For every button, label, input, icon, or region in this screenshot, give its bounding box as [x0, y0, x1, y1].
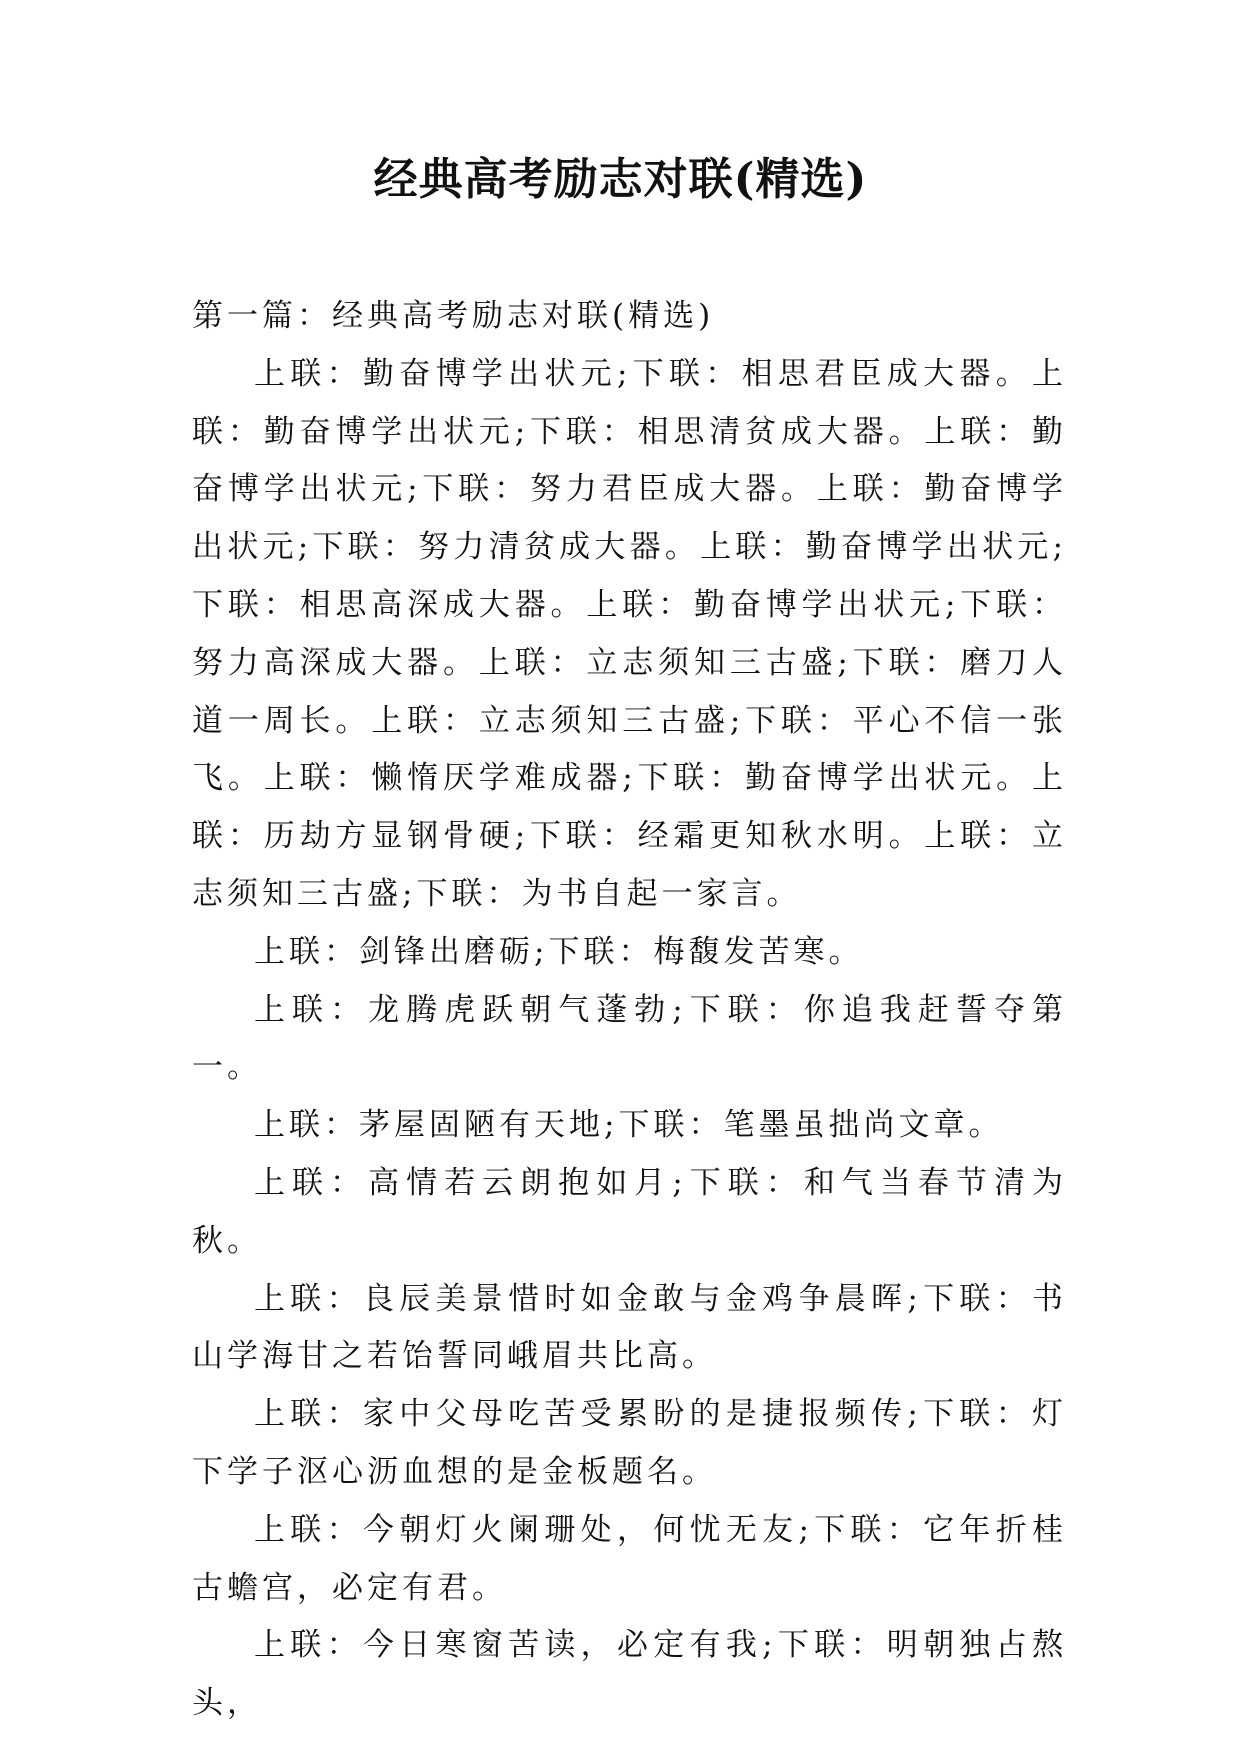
- paragraph: 上联：今朝灯火阑珊处，何忧无友;下联：它年折桂古蟾宫，必定有君。: [192, 1511, 1067, 1606]
- paragraph: 上联：剑锋出磨砺;下联：梅馥发苦寒。: [254, 933, 864, 970]
- paragraph: 上联：勤奋博学出状元;下联：相思君臣成大器。上联：勤奋博学出状元;下联：相思清贫成大器。上联：勤奋博学出状元;下联：努力君臣成大器。上联：勤奋博学出状元;下联：努力清贫成大器。上联：勤奋博学出状元;下联：相思高深成大器。上联：勤奋博学出状元;下联：努力高深成大器。上联：立志须知三古盛;下联：磨刀人道一周长。上联：立志须知三古盛;下联：平心不信一张飞。上联：懒惰厌学难成器;下联：勤奋博学出状元。上联：历劫方显钢骨硬;下联：经霜更知秋水明。上联：立志须知三古盛;下联：为书自起一家言。: [192, 355, 1067, 912]
- paragraph: 上联：家中父母吃苦受累盼的是捷报频传;下联：灯下学子沤心沥血想的是金板题名。: [192, 1396, 1067, 1490]
- section-heading: 第一篇：经典高考励志对联(精选): [192, 298, 715, 334]
- paragraph: 上联：高情若云朗抱如月;下联：和气当春节清为秋。: [192, 1164, 1067, 1259]
- document-body: [192, 288, 1067, 1733]
- document-title: 经典高考励志对联(精选): [373, 154, 868, 205]
- paragraph: 上联：良辰美景惜时如金敢与金鸡争晨晖;下联：书山学海甘之若饴誓同峨眉共比高。: [192, 1280, 1067, 1375]
- paragraph: 上联：茅屋固陋有天地;下联：笔墨虽拙尚文章。: [254, 1107, 1004, 1144]
- paragraph: 上联：龙腾虎跃朝气蓬勃;下联：你追我赶誓夺第一。: [192, 991, 1067, 1086]
- paragraph: 上联：今日寒窗苦读，必定有我;下联：明朝独占熬头，: [192, 1627, 1067, 1722]
